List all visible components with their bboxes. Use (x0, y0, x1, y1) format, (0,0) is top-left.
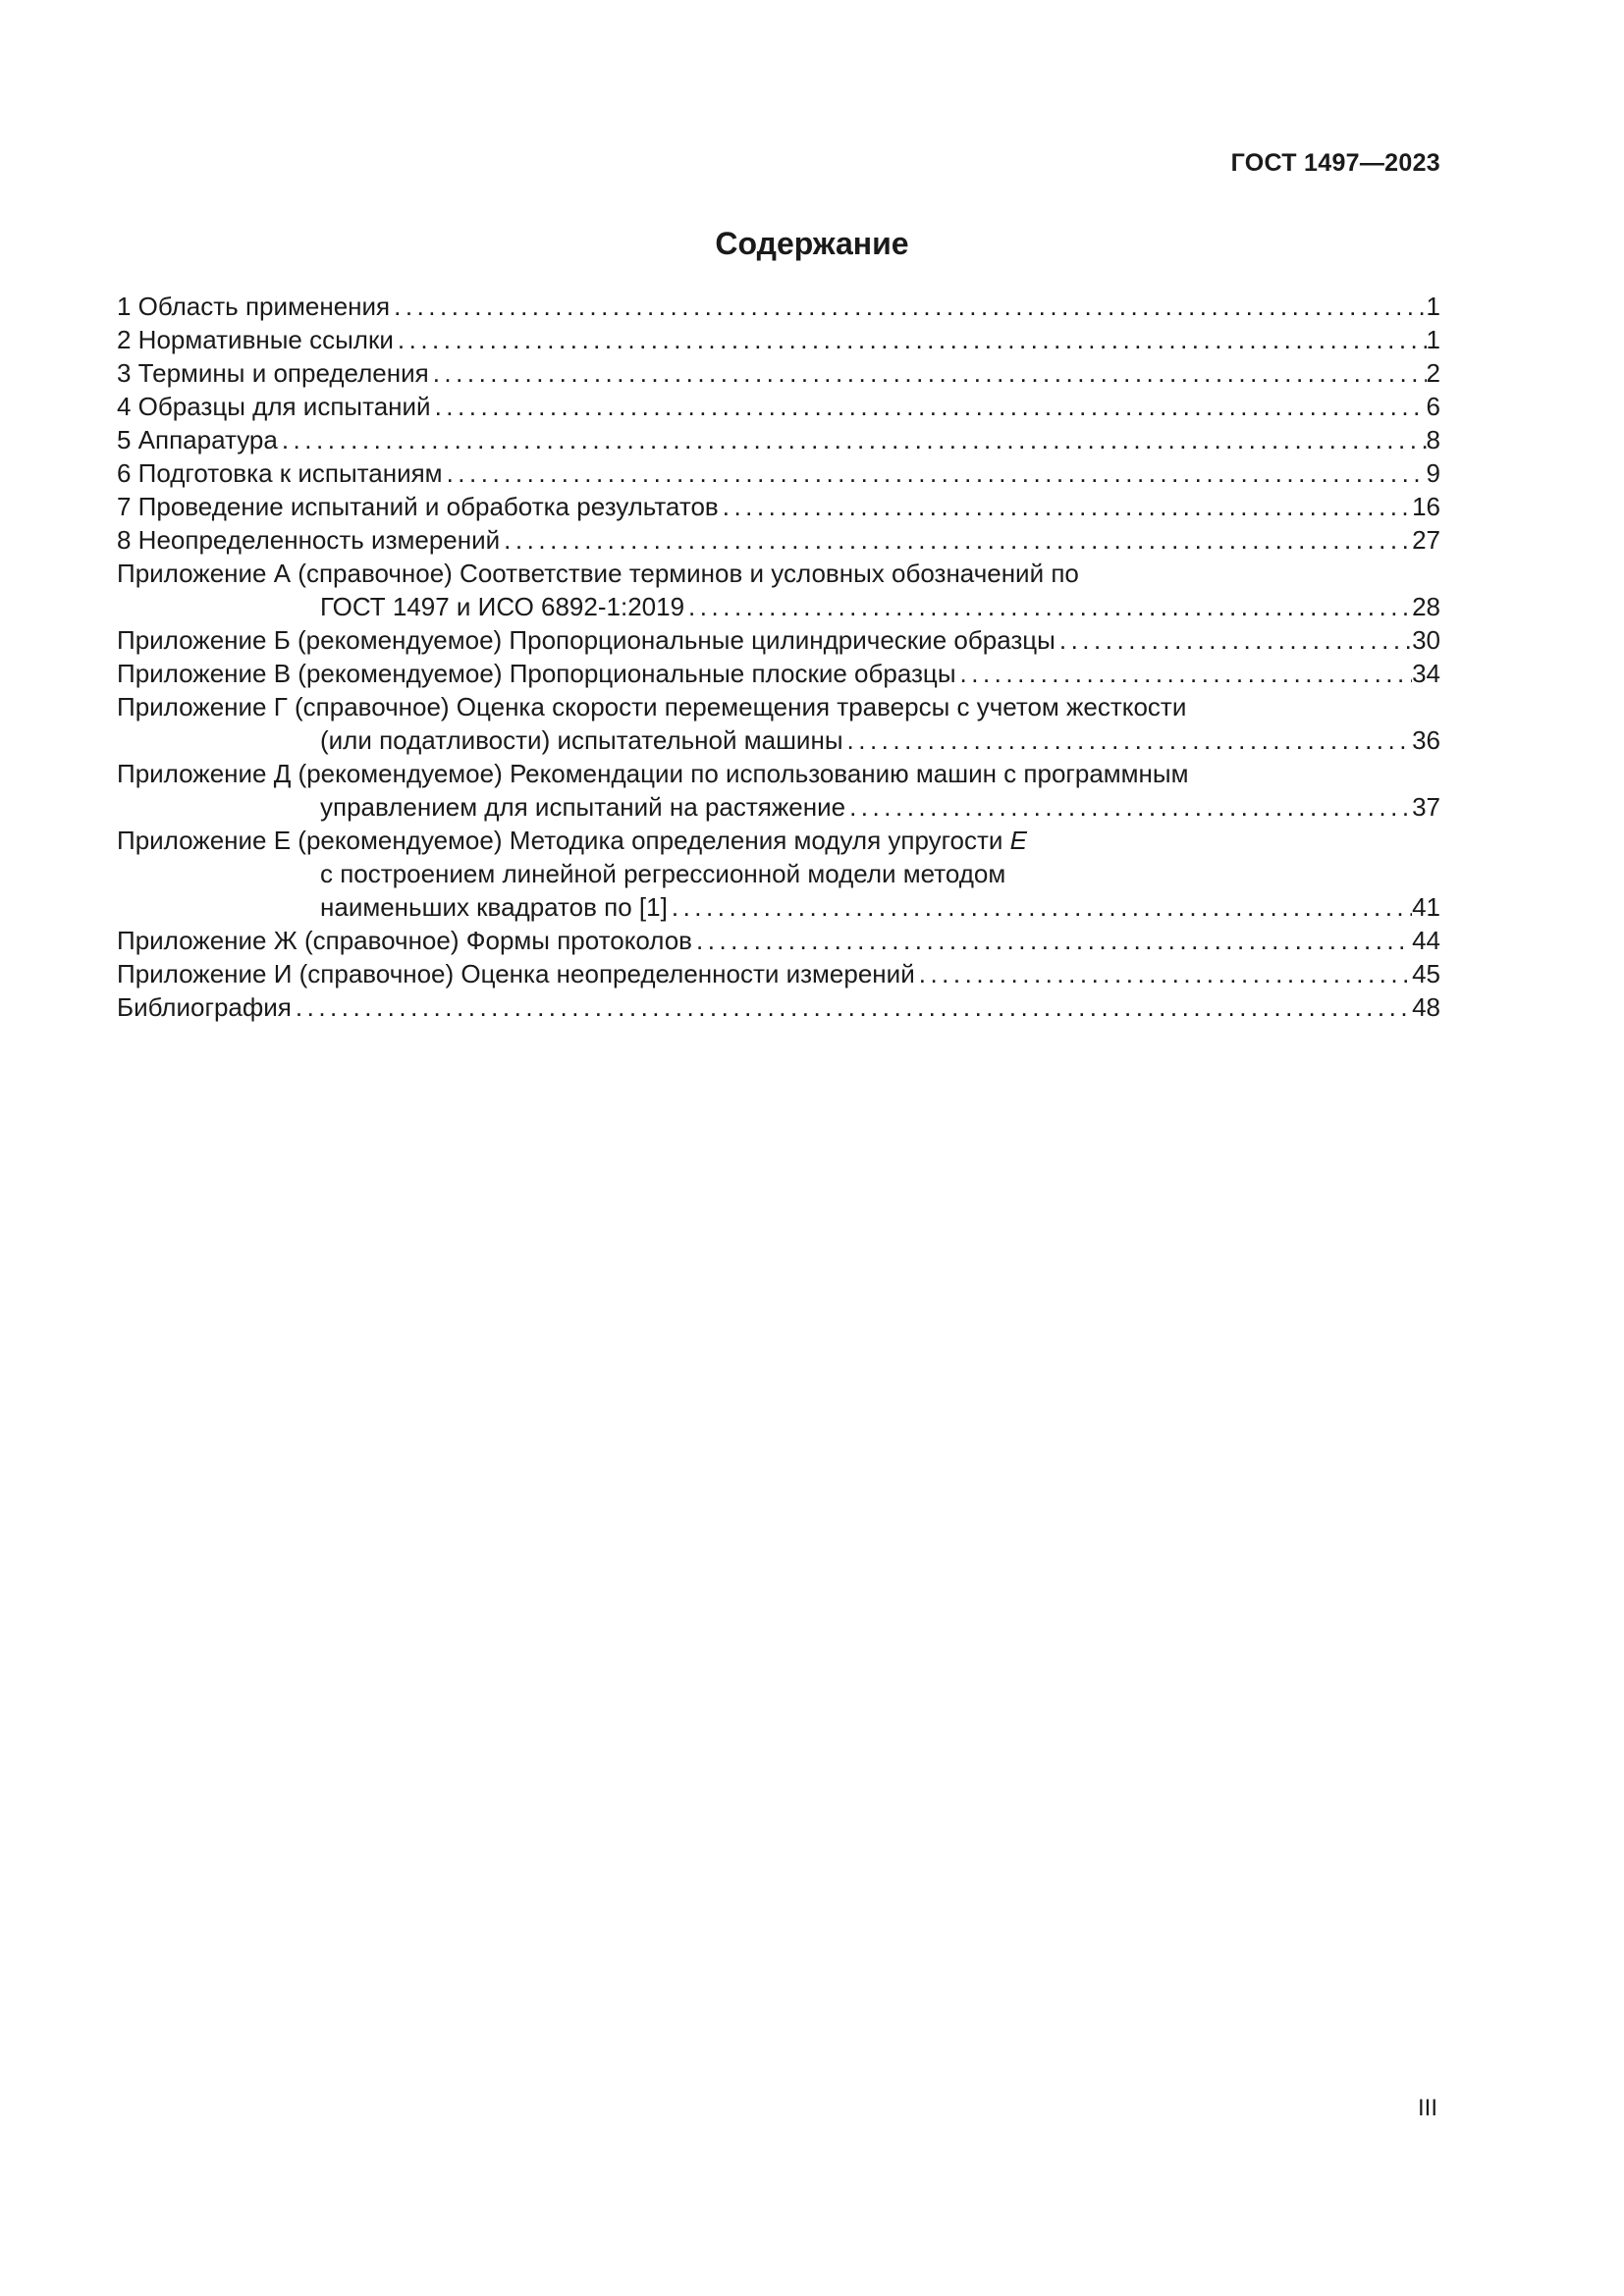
toc-entry-page: 1 (1426, 325, 1440, 354)
toc-entry-title: Библиография (117, 992, 292, 1022)
toc-entry-page: 8 (1426, 425, 1440, 454)
toc-entry-page: 41 (1412, 892, 1440, 922)
toc-entry[interactable] (117, 557, 1440, 623)
toc-entry-page: 16 (1412, 492, 1440, 521)
toc-entry[interactable] (117, 623, 1440, 657)
dot-leader (433, 356, 1427, 390)
dot-leader (847, 723, 1413, 757)
dot-leader (849, 790, 1412, 824)
toc-entry-title-continued: с построением линейной регрессионной модели методом (320, 859, 1006, 888)
toc-entry-page: 2 (1426, 358, 1440, 388)
toc-entry-page: 37 (1412, 792, 1440, 822)
toc-entry-line (117, 723, 1440, 757)
document-code: ГОСТ 1497—2023 (1230, 149, 1440, 177)
toc-entry[interactable] (117, 390, 1440, 423)
toc-entry-line (117, 690, 1440, 723)
toc-entry[interactable] (117, 523, 1440, 557)
toc-entry-page: 28 (1412, 592, 1440, 621)
toc-entry-title-text: Приложение Е (рекомендуемое) Методика определения модуля упругости (117, 826, 1003, 855)
toc-entry[interactable] (117, 356, 1440, 390)
modulus-symbol: E (1009, 826, 1028, 855)
toc-entry[interactable] (117, 657, 1440, 690)
toc-entry[interactable] (117, 990, 1440, 1024)
toc-entry[interactable] (117, 323, 1440, 356)
toc-heading: Содержание (715, 226, 909, 261)
toc-entry-line (117, 790, 1440, 824)
dot-leader (696, 924, 1412, 957)
toc-entry-title: Приложение Г (справочное) Оценка скорости перемещения траверсы с учетом жесткости (117, 692, 1187, 721)
toc-entry-page: 34 (1412, 659, 1440, 688)
toc-entry-title-continued: ГОСТ 1497 и ИСО 6892-1:2019 (320, 592, 685, 621)
toc-entry-title (117, 824, 1027, 857)
toc-entry-page: 45 (1412, 959, 1440, 988)
dot-leader (672, 890, 1412, 924)
toc-entry-title: 5 Аппаратура (117, 425, 278, 454)
dot-leader (688, 590, 1412, 623)
toc-entry[interactable] (117, 757, 1440, 824)
dot-leader (394, 290, 1426, 323)
toc-entry-title: Приложение И (справочное) Оценка неопределенности измерений (117, 959, 915, 988)
dot-leader (435, 390, 1427, 423)
toc-entry-title: 8 Неопределенность измерений (117, 525, 501, 555)
toc-entry-page: 30 (1412, 625, 1440, 655)
toc-entry-title: 6 Подготовка к испытаниям (117, 458, 443, 488)
dot-leader (504, 523, 1412, 557)
toc-entry-title-continued: (или податливости) испытательной машины (320, 725, 843, 755)
dot-leader (398, 323, 1427, 356)
toc-entry[interactable] (117, 690, 1440, 757)
table-of-contents (117, 290, 1440, 1024)
toc-entry-title: 2 Нормативные ссылки (117, 325, 394, 354)
toc-entry[interactable] (117, 423, 1440, 456)
toc-entry-line (117, 757, 1440, 790)
toc-entry-page: 27 (1412, 525, 1440, 555)
toc-entry[interactable] (117, 490, 1440, 523)
dot-leader (1059, 623, 1412, 657)
dot-leader (919, 957, 1412, 990)
toc-entry-page: 6 (1426, 392, 1440, 421)
toc-entry[interactable] (117, 456, 1440, 490)
toc-entry-line (117, 557, 1440, 590)
toc-entry-title: Приложение Ж (справочное) Формы протоколов (117, 926, 692, 955)
toc-entry-title: 1 Область применения (117, 292, 391, 321)
toc-entry-page: 48 (1412, 992, 1440, 1022)
toc-entry[interactable] (117, 290, 1440, 323)
toc-entry-page: 1 (1426, 292, 1440, 321)
toc-entry-page: 9 (1426, 458, 1440, 488)
page-number: III (1417, 2095, 1437, 2121)
dot-leader (960, 657, 1413, 690)
toc-entry-line (117, 890, 1440, 924)
toc-entry[interactable] (117, 924, 1440, 957)
toc-entry-title: Приложение А (справочное) Соответствие терминов и условных обозначений по (117, 559, 1079, 588)
dot-leader (447, 456, 1427, 490)
toc-entry-title-continued: наименьших квадратов по [1] (320, 892, 668, 922)
toc-entry-title: Приложение В (рекомендуемое) Пропорциональные плоские образцы (117, 659, 956, 688)
dot-leader (282, 423, 1427, 456)
toc-entry-page: 44 (1412, 926, 1440, 955)
dot-leader (723, 490, 1412, 523)
toc-entry-line (117, 824, 1440, 857)
toc-entry[interactable] (117, 957, 1440, 990)
toc-entry-page: 36 (1412, 725, 1440, 755)
toc-entry-title: 3 Термины и определения (117, 358, 429, 388)
toc-entry-title-continued: управлением для испытаний на растяжение (320, 792, 846, 822)
toc-entry[interactable] (117, 824, 1440, 924)
toc-entry-line (117, 857, 1440, 890)
toc-entry-title: 7 Проведение испытаний и обработка результатов (117, 492, 719, 521)
toc-entry-title: Приложение Б (рекомендуемое) Пропорциональные цилиндрические образцы (117, 625, 1056, 655)
toc-entry-title: Приложение Д (рекомендуемое) Рекомендации по использованию машин с программным (117, 759, 1189, 788)
toc-entry-title: 4 Образцы для испытаний (117, 392, 431, 421)
dot-leader (296, 990, 1412, 1024)
toc-entry-line (117, 590, 1440, 623)
